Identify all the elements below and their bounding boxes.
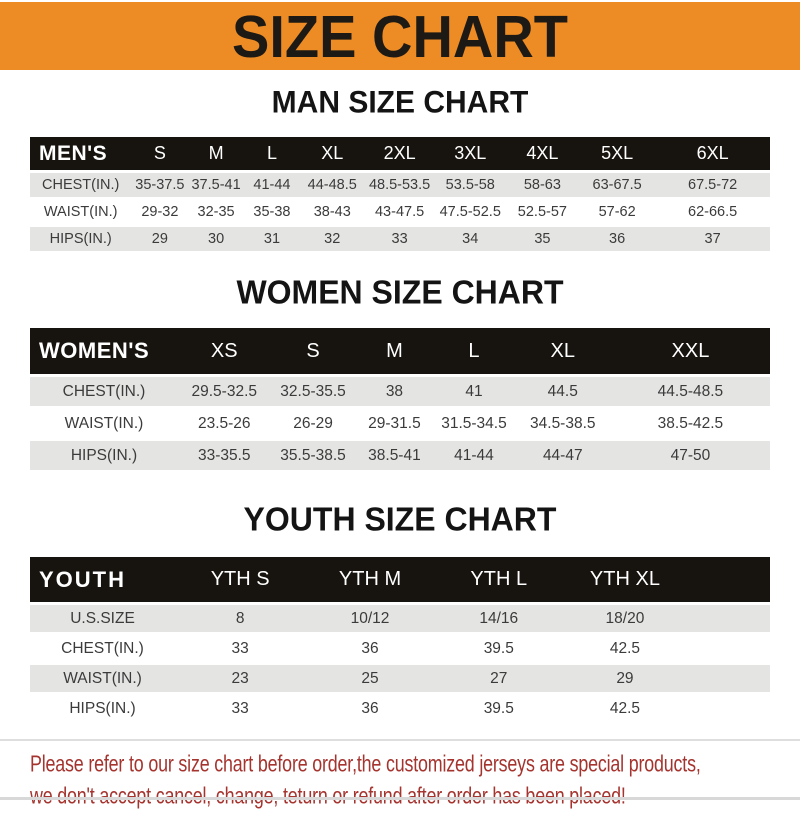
size-charts — [0, 86, 800, 725]
row-label: U.S.SIZE — [30, 605, 175, 632]
table-title-youth: YOUTH — [30, 557, 175, 602]
row-label: WAIST(IN.) — [30, 409, 178, 438]
column-header: 5XL — [579, 137, 655, 170]
cell-value: 10/12 — [305, 605, 435, 632]
banner-title: SIZE CHART — [232, 2, 568, 70]
column-header: 4XL — [506, 137, 579, 170]
cell-value: 47.5-52.5 — [435, 200, 506, 224]
cell-value: 35.5-38.5 — [271, 441, 356, 470]
cell-value: 8 — [175, 605, 305, 632]
cell-value: 48.5-53.5 — [364, 173, 434, 197]
cell-value: 26-29 — [271, 409, 356, 438]
cell-value: 29-31.5 — [356, 409, 434, 438]
table-row — [30, 173, 770, 197]
cell-value: 37.5-41 — [188, 173, 243, 197]
table-row — [30, 635, 770, 662]
cell-value: 33 — [175, 695, 305, 722]
section-men — [0, 86, 800, 254]
table-header-row — [30, 137, 770, 170]
cell-value: 41 — [433, 377, 514, 406]
cell-value: 14/16 — [435, 605, 563, 632]
cell-value: 44.5 — [515, 377, 611, 406]
column-header: 6XL — [655, 137, 770, 170]
cell-value: 34.5-38.5 — [515, 409, 611, 438]
cell-value: 35-37.5 — [131, 173, 188, 197]
cell-value: 47-50 — [611, 441, 770, 470]
cell-value: 41-44 — [433, 441, 514, 470]
column-header: S — [271, 328, 356, 374]
section-heading-youth: YOUTH SIZE CHART — [243, 500, 557, 538]
cell-value: 25 — [305, 665, 435, 692]
row-label: HIPS(IN.) — [30, 227, 131, 251]
filler-cell — [687, 695, 770, 722]
section-heading-women: WOMEN SIZE CHART — [236, 273, 564, 311]
cell-value: 39.5 — [435, 635, 563, 662]
column-header: S — [131, 137, 188, 170]
column-header: L — [244, 137, 300, 170]
cell-value: 42.5 — [563, 695, 687, 722]
column-header: XL — [515, 328, 611, 374]
cell-value: 53.5-58 — [435, 173, 506, 197]
cell-value: 38.5-42.5 — [611, 409, 770, 438]
cell-value: 37 — [655, 227, 770, 251]
column-header: XXL — [611, 328, 770, 374]
disclaimer-line: Please refer to our size chart before order,the customized jerseys are special products, — [30, 751, 701, 778]
cell-value: 33 — [364, 227, 434, 251]
cell-value: 29-32 — [131, 200, 188, 224]
cell-value: 32 — [300, 227, 364, 251]
table-header-row — [30, 557, 770, 602]
section-heading-men: MAN SIZE CHART — [271, 85, 529, 120]
cell-value: 44-47 — [515, 441, 611, 470]
filler-cell — [687, 635, 770, 662]
section-women — [0, 274, 800, 473]
row-label: CHEST(IN.) — [30, 377, 178, 406]
column-header: 2XL — [364, 137, 434, 170]
row-label: CHEST(IN.) — [30, 635, 175, 662]
column-header: YTH XL — [563, 557, 687, 602]
column-header: XS — [178, 328, 271, 374]
column-header: YTH L — [435, 557, 563, 602]
cell-value: 58-63 — [506, 173, 579, 197]
row-label: HIPS(IN.) — [30, 695, 175, 722]
cell-value: 34 — [435, 227, 506, 251]
cell-value: 29 — [131, 227, 188, 251]
filler-cell — [687, 557, 770, 602]
size-table-youth — [30, 554, 770, 725]
cell-value: 32.5-35.5 — [271, 377, 356, 406]
cell-value: 36 — [305, 695, 435, 722]
cell-value: 18/20 — [563, 605, 687, 632]
cell-value: 63-67.5 — [579, 173, 655, 197]
table-row — [30, 695, 770, 722]
column-header: L — [433, 328, 514, 374]
table-row — [30, 377, 770, 406]
column-header: YTH M — [305, 557, 435, 602]
column-header: M — [188, 137, 243, 170]
cell-value: 57-62 — [579, 200, 655, 224]
cell-value: 27 — [435, 665, 563, 692]
cell-value: 35 — [506, 227, 579, 251]
table-row — [30, 200, 770, 224]
cell-value: 29.5-32.5 — [178, 377, 271, 406]
table-row — [30, 665, 770, 692]
column-header: YTH S — [175, 557, 305, 602]
cell-value: 52.5-57 — [506, 200, 579, 224]
row-label: HIPS(IN.) — [30, 441, 178, 470]
cell-value: 62-66.5 — [655, 200, 770, 224]
table-title-women: WOMEN'S — [30, 328, 178, 374]
column-header: M — [356, 328, 434, 374]
cell-value: 38-43 — [300, 200, 364, 224]
row-label: WAIST(IN.) — [30, 665, 175, 692]
cell-value: 39.5 — [435, 695, 563, 722]
filler-cell — [687, 605, 770, 632]
cell-value: 29 — [563, 665, 687, 692]
column-header: 3XL — [435, 137, 506, 170]
table-row — [30, 605, 770, 632]
cell-value: 42.5 — [563, 635, 687, 662]
cell-value: 23 — [175, 665, 305, 692]
cell-value: 36 — [579, 227, 655, 251]
row-label: CHEST(IN.) — [30, 173, 131, 197]
row-label: WAIST(IN.) — [30, 200, 131, 224]
table-row — [30, 409, 770, 438]
cell-value: 35-38 — [244, 200, 300, 224]
cell-value: 44-48.5 — [300, 173, 364, 197]
table-row — [30, 441, 770, 470]
cell-value: 23.5-26 — [178, 409, 271, 438]
size-table-women — [30, 325, 770, 473]
cell-value: 32-35 — [188, 200, 243, 224]
cell-value: 31.5-34.5 — [433, 409, 514, 438]
table-header-row — [30, 328, 770, 374]
size-table-men — [30, 134, 770, 254]
column-header: XL — [300, 137, 364, 170]
cell-value: 44.5-48.5 — [611, 377, 770, 406]
cell-value: 43-47.5 — [364, 200, 434, 224]
disclaimer — [0, 739, 800, 813]
filler-cell — [687, 665, 770, 692]
cell-value: 38 — [356, 377, 434, 406]
banner — [0, 2, 800, 70]
section-youth — [0, 501, 800, 725]
cell-value: 33-35.5 — [178, 441, 271, 470]
cell-value: 30 — [188, 227, 243, 251]
table-row — [30, 227, 770, 251]
table-title-men: MEN'S — [30, 137, 131, 170]
cell-value: 41-44 — [244, 173, 300, 197]
cell-value: 31 — [244, 227, 300, 251]
cell-value: 38.5-41 — [356, 441, 434, 470]
cell-value: 33 — [175, 635, 305, 662]
cell-value: 36 — [305, 635, 435, 662]
cell-value: 67.5-72 — [655, 173, 770, 197]
